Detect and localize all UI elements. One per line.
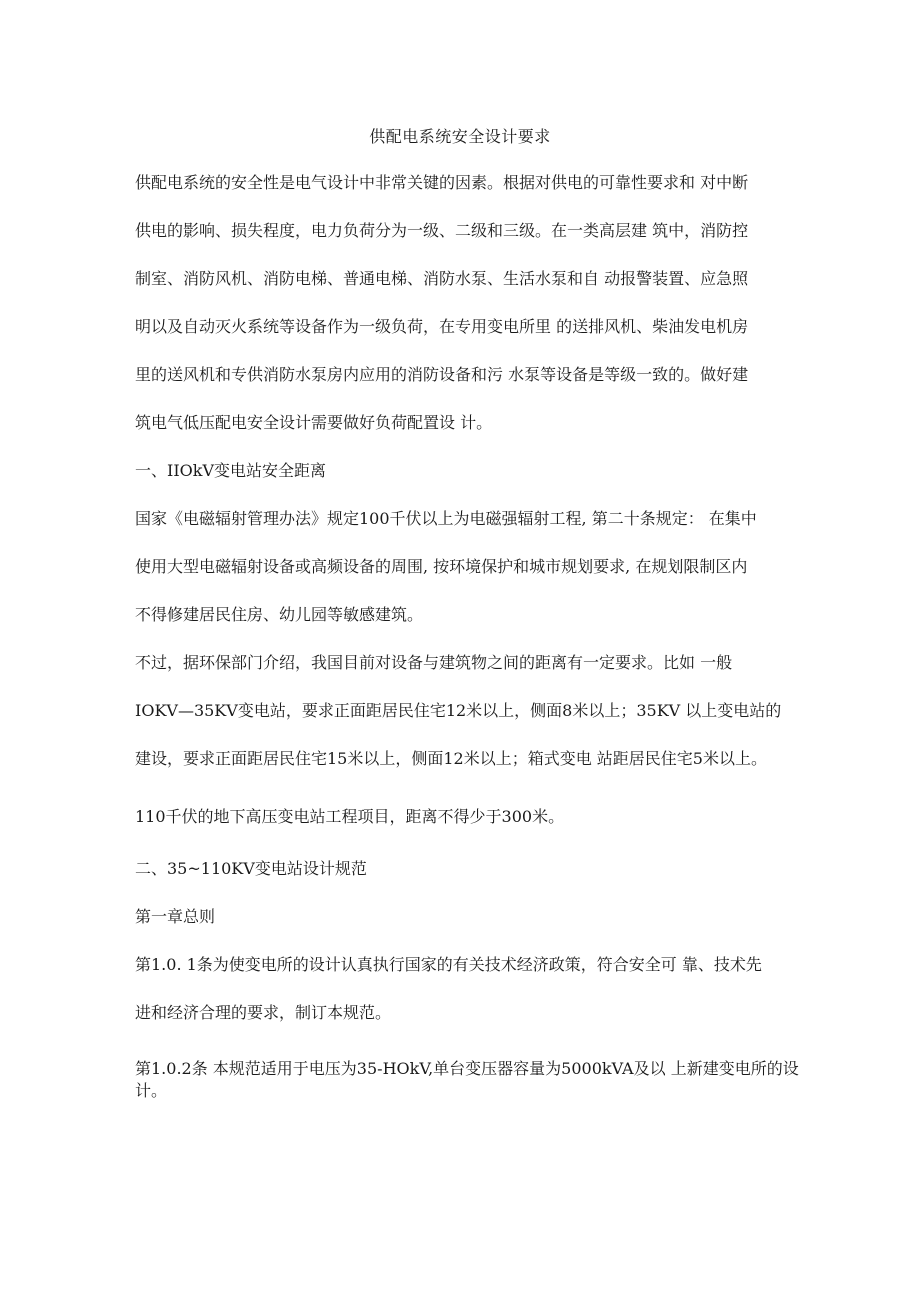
intro-line-4: 明以及自动灭火系统等设备作为一级负荷，在专用变电所里 的送排风机、柴油发电机房 — [135, 317, 749, 336]
intro-line-6: 筑电气低压配电安全设计需要做好负荷配置设 计。 — [135, 413, 493, 432]
section1-para2-line-2: IOKV—35KV变电站，要求正面距居民住宅12米以上，侧面8米以上；35KV 以上变电站的 — [135, 701, 782, 720]
section1-para1-line-1: 国家《电磁辐射管理办法》规定100千伏以上为电磁强辐射工程, 第二十条规定： 在集中 — [135, 509, 757, 528]
article-101-line-1: 第1.0. 1条为使变电所的设计认真执行国家的有关技术经济政策，符合安全可 靠、技术先 — [135, 955, 762, 974]
section1-para2-line-3: 建设，要求正面距居民住宅15米以上，侧面12米以上；箱式变电 站距居民住宅5米以上。 — [135, 749, 767, 768]
document-title: 供配电系统安全设计要求 — [369, 127, 551, 146]
intro-line-1: 供配电系统的安全性是电气设计中非常关键的因素。根据对供电的可靠性要求和 对中断 — [135, 173, 749, 192]
chapter1-heading: 第一章总则 — [135, 907, 216, 926]
intro-line-5: 里的送风机和专供消防水泵房内应用的消防设备和污 水泵等设备是等级一致的。做好建 — [135, 365, 749, 384]
section1-heading: 一、IIOkV变电站安全距离 — [135, 461, 327, 480]
section1-para3: 110千伏的地下高压变电站工程项目，距离不得少于300米。 — [135, 807, 565, 826]
article-102: 第1.0.2条 本规范适用于电压为35-HOkV,单台变压器容量为5000kVA及以 上新建变电所的设计。 — [135, 1059, 799, 1100]
section1-para2-line-1: 不过，据环保部门介绍，我国目前对设备与建筑物之间的距离有一定要求。比如 一般 — [135, 653, 733, 672]
section1-para1-line-2: 使用大型电磁辐射设备或高频设备的周围, 按环境保护和城市规划要求, 在规划限制区内 — [135, 557, 748, 576]
intro-line-3: 制室、消防风机、消防电梯、普通电梯、消防水泵、生活水泵和自 动报警装置、应急照 — [135, 269, 749, 288]
section1-para1-line-3: 不得修建居民住房、幼儿园等敏感建筑。 — [135, 605, 424, 624]
article-101-line-2: 进和经济合理的要求，制订本规范。 — [135, 1003, 392, 1022]
section2-heading: 二、35~110KV变电站设计规范 — [135, 859, 367, 878]
intro-line-2: 供电的影响、损失程度，电力负荷分为一级、二级和三级。在一类高层建 筑中，消防控 — [135, 221, 749, 240]
